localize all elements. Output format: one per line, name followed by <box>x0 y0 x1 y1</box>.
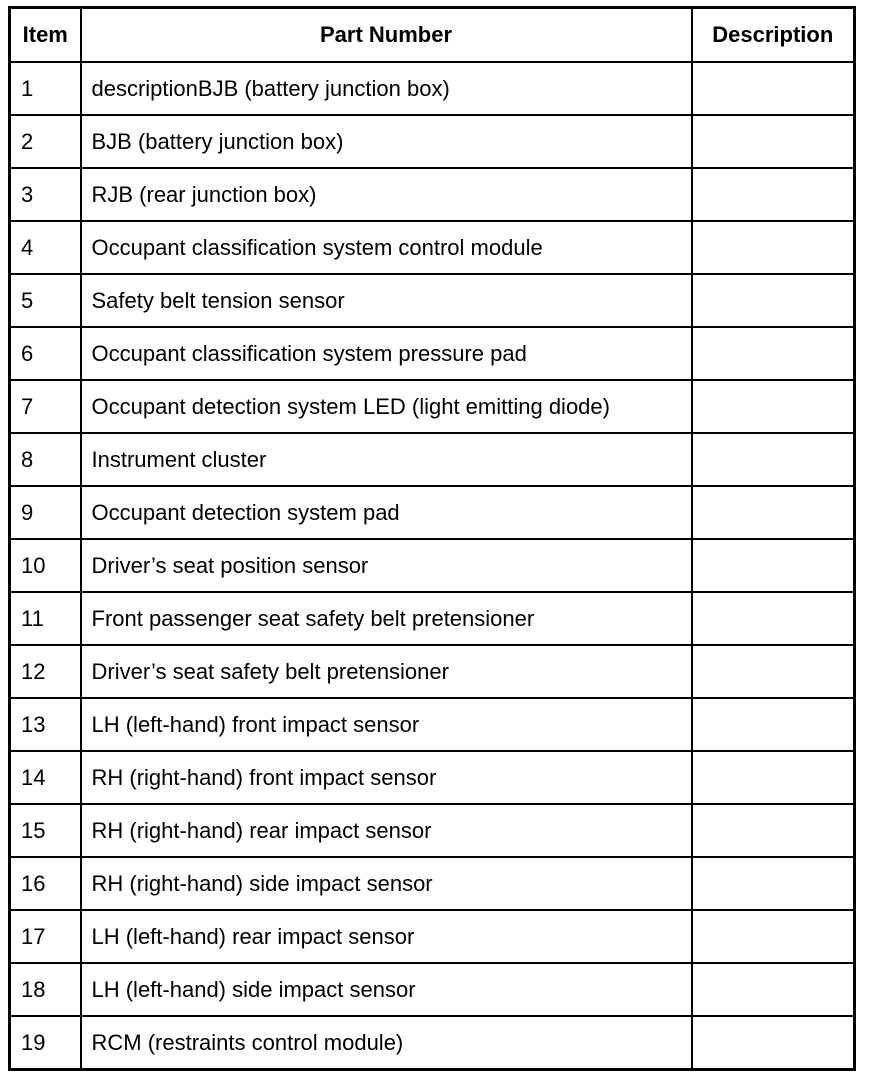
description-cell <box>692 751 855 804</box>
part-number-cell: Front passenger seat safety belt pretensioner <box>81 592 692 645</box>
description-cell <box>692 963 855 1016</box>
description-cell <box>692 645 855 698</box>
item-cell: 2 <box>10 115 81 168</box>
table-row <box>10 804 855 857</box>
table-row <box>10 857 855 910</box>
description-cell <box>692 115 855 168</box>
part-number-cell: LH (left-hand) front impact sensor <box>81 698 692 751</box>
part-number-cell: Safety belt tension sensor <box>81 274 692 327</box>
part-number-cell: RH (right-hand) rear impact sensor <box>81 804 692 857</box>
description-cell <box>692 62 855 115</box>
table-row <box>10 539 855 592</box>
part-number-cell: RJB (rear junction box) <box>81 168 692 221</box>
part-number-cell: Occupant detection system pad <box>81 486 692 539</box>
description-cell <box>692 221 855 274</box>
part-number-cell: Instrument cluster <box>81 433 692 486</box>
part-number-cell: RH (right-hand) side impact sensor <box>81 857 692 910</box>
item-cell: 6 <box>10 327 81 380</box>
table-row <box>10 433 855 486</box>
table-row <box>10 963 855 1016</box>
table-header <box>10 8 855 63</box>
item-cell: 13 <box>10 698 81 751</box>
item-cell: 16 <box>10 857 81 910</box>
table-row <box>10 1016 855 1070</box>
part-number-cell: Occupant detection system LED (light emitting diode) <box>81 380 692 433</box>
description-cell <box>692 274 855 327</box>
description-cell <box>692 804 855 857</box>
item-cell: 11 <box>10 592 81 645</box>
parts-table <box>8 6 856 1071</box>
item-cell: 3 <box>10 168 81 221</box>
table-row <box>10 115 855 168</box>
description-cell <box>692 592 855 645</box>
item-cell: 4 <box>10 221 81 274</box>
item-cell: 12 <box>10 645 81 698</box>
part-number-cell: Driver’s seat position sensor <box>81 539 692 592</box>
table-row <box>10 698 855 751</box>
description-cell <box>692 857 855 910</box>
table-row <box>10 380 855 433</box>
item-cell: 8 <box>10 433 81 486</box>
header-item: Item <box>10 8 81 63</box>
part-number-cell: Occupant classification system control module <box>81 221 692 274</box>
part-number-cell: LH (left-hand) side impact sensor <box>81 963 692 1016</box>
part-number-cell: RH (right-hand) front impact sensor <box>81 751 692 804</box>
item-cell: 14 <box>10 751 81 804</box>
description-cell <box>692 486 855 539</box>
item-cell: 15 <box>10 804 81 857</box>
description-cell <box>692 698 855 751</box>
header-row <box>10 8 855 63</box>
part-number-cell: LH (left-hand) rear impact sensor <box>81 910 692 963</box>
table-row <box>10 62 855 115</box>
item-cell: 10 <box>10 539 81 592</box>
table-row <box>10 592 855 645</box>
description-cell <box>692 1016 855 1070</box>
item-cell: 1 <box>10 62 81 115</box>
item-cell: 7 <box>10 380 81 433</box>
description-cell <box>692 910 855 963</box>
part-number-cell: Driver’s seat safety belt pretensioner <box>81 645 692 698</box>
header-part-number: Part Number <box>81 8 692 63</box>
item-cell: 9 <box>10 486 81 539</box>
table-body <box>10 62 855 1070</box>
table-row <box>10 910 855 963</box>
table-row <box>10 645 855 698</box>
description-cell <box>692 433 855 486</box>
item-cell: 5 <box>10 274 81 327</box>
part-number-cell: RCM (restraints control module) <box>81 1016 692 1070</box>
description-cell <box>692 539 855 592</box>
header-description: Description <box>692 8 855 63</box>
description-cell <box>692 168 855 221</box>
table-row <box>10 751 855 804</box>
description-cell <box>692 380 855 433</box>
table-row <box>10 327 855 380</box>
part-number-cell: Occupant classification system pressure pad <box>81 327 692 380</box>
table-row <box>10 274 855 327</box>
item-cell: 19 <box>10 1016 81 1070</box>
part-number-cell: descriptionBJB (battery junction box) <box>81 62 692 115</box>
table-row <box>10 168 855 221</box>
description-cell <box>692 327 855 380</box>
item-cell: 18 <box>10 963 81 1016</box>
table-row <box>10 221 855 274</box>
part-number-cell: BJB (battery junction box) <box>81 115 692 168</box>
table-row <box>10 486 855 539</box>
item-cell: 17 <box>10 910 81 963</box>
